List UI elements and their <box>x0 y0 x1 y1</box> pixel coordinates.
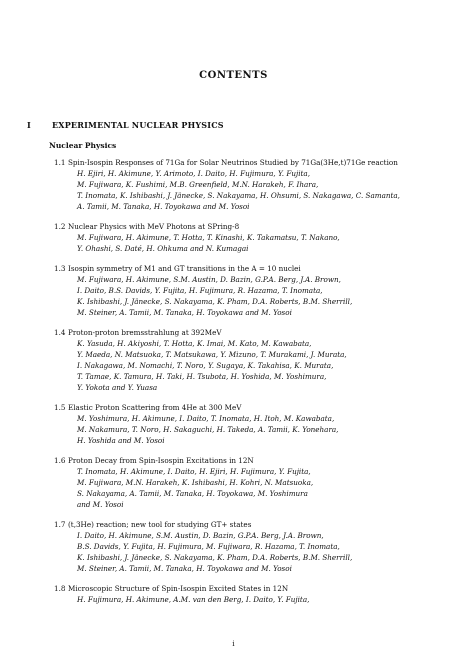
entry-title: Isospin symmetry of M1 and GT transitions in the A = 10 nuclei <box>68 264 301 273</box>
entry-title: Microscopic Structure of Spin-Isospin Excited States in 12N <box>68 584 289 593</box>
toc-entry[interactable] <box>54 221 449 254</box>
entry-title: Spin-Isospin Responses of 71Ga for Solar Neutrinos Studied by 71Ga(3He,t)71Ge reaction <box>68 158 398 167</box>
entry-number: 1.3 <box>54 264 66 273</box>
entry-number: 1.6 <box>54 456 66 465</box>
page-number: i <box>232 639 235 648</box>
entry-title: Proton Decay from Spin-Isospin Excitations in 12N <box>68 456 254 465</box>
toc-entry[interactable] <box>54 583 449 605</box>
toc-entry[interactable] <box>54 263 449 318</box>
entry-authors: H. Fujimura, H. Akimune, A.M. van den Berg, I. Daito, Y. Fujita, <box>77 595 310 604</box>
entry-title: Proton-proton bremsstrahlung at 392MeV <box>68 328 222 337</box>
entry-authors: I. Daito, H. Akimune, S.M. Austin, D. Bazin, G.P.A. Berg, J.A. Brown, B.S. Davids, Y. Fujita, H. Fujimura, M. Fujiwara, R. Hazama, T. Inomata, K. Ishibashi, J. Jänecke, S. Nakayama, K. Pham, D.A. Roberts, B.M. Sherrill, M. Steiner, A. Tamii, M. Tanaka, H. Toyokawa and M. Yosoi <box>77 531 353 573</box>
part-title: EXPERIMENTAL NUCLEAR PHYSICS <box>52 120 224 130</box>
part-heading <box>27 120 224 130</box>
page-title: CONTENTS <box>199 70 268 81</box>
entry-number: 1.2 <box>54 222 66 231</box>
toc-entries <box>54 157 449 605</box>
toc-entry[interactable] <box>54 327 449 393</box>
toc-entry[interactable] <box>54 157 449 212</box>
entry-number: 1.8 <box>54 584 66 593</box>
toc-entry[interactable] <box>54 519 449 574</box>
entry-number: 1.7 <box>54 520 66 529</box>
entry-number: 1.1 <box>54 158 66 167</box>
entry-authors: H. Ejiri, H. Akimune, Y. Arimoto, I. Daito, H. Fujimura, Y. Fujita, M. Fujiwara, K. Fushimi, M.B. Greenfield, M.N. Harakeh, F. Ihara, T. Inomata, K. Ishibashi, J. Jänecke, S. Nakayama, H. Ohsumi, S. Nakagawa, C. Samanta, A. Tamii, M. Tanaka, H. Toyokawa and M. Yosoi <box>77 169 400 211</box>
section-heading: Nuclear Physics <box>49 141 117 150</box>
entry-title: (t,3He) reaction; new tool for studying GT+ states <box>68 520 252 529</box>
entry-authors: M. Fujiwara, H. Akimune, T. Hotta, T. Kinashi, K. Takamatsu, T. Nakano, Y. Ohashi, S. Daté, H. Ohkuma and N. Kumagai <box>77 233 340 253</box>
entry-title: Nuclear Physics with MeV Photons at SPring-8 <box>68 222 240 231</box>
entry-authors: T. Inomata, H. Akimune, I. Daito, H. Ejiri, H. Fujimura, Y. Fujita, M. Fujiwara, M.N. Harakeh, K. Ishibashi, H. Kohri, N. Matsuoka, S. Nakayama, A. Tamii, M. Tanaka, H. Toyokawa, M. Yoshimura and M. Yosoi <box>77 467 314 509</box>
entry-number: 1.4 <box>54 328 66 337</box>
entry-authors: M. Yoshimura, H. Akimune, I. Daito, T. Inomata, H. Itoh, M. Kawabata, M. Nakamura, T. Noro, H. Sakaguchi, H. Takeda, A. Tamii, K. Yonehara, H. Yoshida and M. Yosoi <box>77 414 339 445</box>
toc-entry[interactable] <box>54 402 449 446</box>
toc-entry[interactable] <box>54 455 449 510</box>
entry-number: 1.5 <box>54 403 66 412</box>
part-number: I <box>27 120 31 130</box>
entry-title: Elastic Proton Scattering from 4He at 300 MeV <box>68 403 242 412</box>
entry-authors: M. Fujiwara, H. Akimune, S.M. Austin, D. Bazin, G.P.A. Berg, J.A. Brown, I. Daito, B.S. Davids, Y. Fujita, H. Fujimura, R. Hazama, T. Inomata, K. Ishibashi, J. Jänecke, S. Nakayama, K. Pham, D.A. Roberts, B.M. Sherrill, M. Steiner, A. Tamii, M. Tanaka, H. Toyokawa and M. Yosoi <box>77 275 353 317</box>
entry-authors: K. Yasuda, H. Akiyoshi, T. Hotta, K. Imai, M. Kato, M. Kawabata, Y. Maeda, N. Matsuoka, T. Matsukawa, Y. Mizuno, T. Murakami, J. Murata, I. Nakagawa, M. Nomachi, T. Noro, Y. Sugaya, K. Takahisa, K. Murata, T. Tamae, K. Tamura, H. Taki, H. Tsubota, H. Yoshida, M. Yoshimura, Y. Yokota and Y. Yuasa <box>77 339 347 392</box>
